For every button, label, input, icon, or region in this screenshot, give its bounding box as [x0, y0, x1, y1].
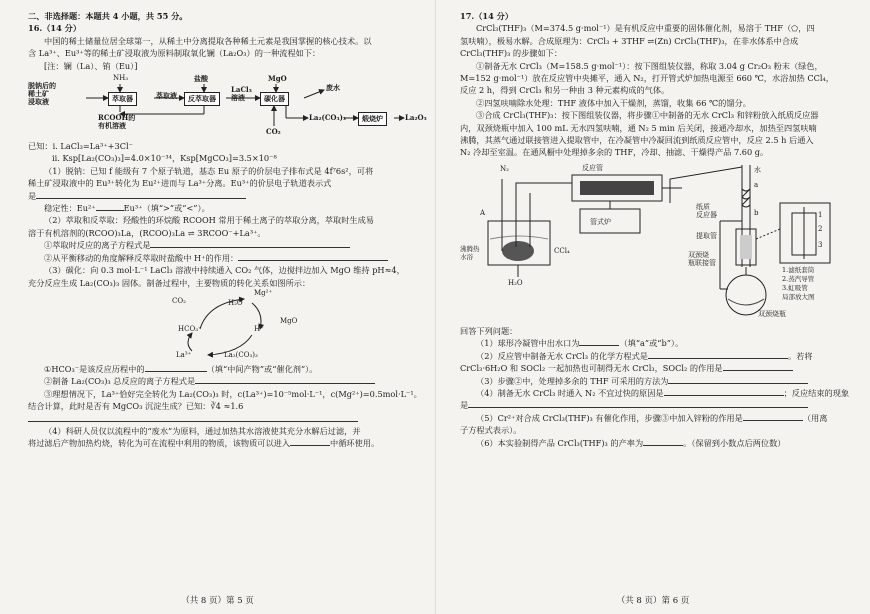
right-page	[435, 0, 870, 614]
r1: （1）球形冷凝管中出水口为 （填“a”或“b”）。	[476, 338, 684, 349]
r5-line-1: （5）Cr²⁺对合成 CrCl₃(THF)₃ 有催化作用，步骤③中加入锌粉的作用是 （用离	[476, 412, 828, 423]
step3-line-4: N₂ 冷却至室温。在通风橱中处理掉多余的 THF，冷却、抽滤、干燥得产品 7.60 g。	[460, 147, 769, 158]
answer-blank[interactable]	[648, 350, 788, 359]
p2-line-2: 溶于有机溶剂的(RCOO)₃La，(RCOO)₃La ⇌ 3RCOO⁻+La³⁺。	[28, 227, 266, 238]
answer-blank[interactable]	[150, 239, 350, 248]
flow-box-carbon: 碳化器	[260, 92, 289, 106]
p3-3: ③理想情况下，La³⁺恰好完全转化为 La₂(CO₃)₃ 时，c(La³⁺)=10⁻⁵mol·L⁻¹，c(Mg²⁺)=0.5mol·L⁻¹。	[44, 388, 422, 399]
p3-2: ②制备 La₂(CO₃)₃ 总反应的离子方程式是	[28, 375, 423, 387]
q17-intro-2: 氢呋喃），极易水解。合成原理为：CrCl₃ + 3THF ⇌(Zn) CrCl₃(THF)₃，在非水体系中合成	[460, 35, 799, 46]
fig-paper: 纸质 反应器	[696, 202, 717, 219]
answer-blank[interactable]	[643, 437, 683, 446]
answer-blank[interactable]	[579, 337, 619, 346]
fig-legend-3: 3.虹吸管	[782, 283, 808, 292]
fig-a-label: a	[754, 180, 759, 189]
q17-intro-1: CrCl₃(THF)₃（M=374.5 g·mol⁻¹）是有机反应中重要的固体催化剂，易溶于 THF（⬠，四	[476, 23, 815, 34]
step1-line-2: M=152 g·mol⁻¹）放在反应管中央摊平，通入 N₂，打开管式炉加热电源至 660 ℃，水浴加热 CCl₄，	[460, 73, 834, 84]
flow-box-back: 反萃取器	[184, 92, 220, 106]
p2-2: ②从平衡移动的角度解释反萃取时盐酸中 H⁺的作用：	[28, 252, 423, 264]
flow-mgo: MgO	[268, 74, 287, 84]
step2: ②四氢呋喃除水处理：THF 液体中加入干燥剂，蒸馏，收集 66 ℃的馏分。	[476, 97, 751, 108]
flow-product: La₂O₃	[405, 113, 427, 123]
step3-line-2: 内，双颈烧瓶中加入 100 mL 无水四氢呋喃，通 N₂ 5 min 后关闭，接通冷却水，加热至四氢呋喃	[460, 122, 817, 133]
fig-b-label: b	[754, 208, 759, 217]
r2-line-1: （2）反应管中制备无水 CrCl₃ 的化学方程式是 。若将	[476, 350, 813, 361]
fig-tube: 反应管	[582, 163, 603, 172]
answer-blank[interactable]	[743, 412, 803, 421]
flow-box-extract: 萃取器	[108, 92, 137, 106]
fig-extract: 提取管	[696, 231, 717, 240]
p2-line-1: （2）萃取和反萃取：羟酸性的环烷酸 RCOOH 常用于稀土离子的萃取分离，萃取时生成易	[44, 215, 374, 226]
p3-line-1: （3）碳化：向 0.3 mol·L⁻¹ LaCl₃ 溶液中持续通入 CO₂ 气体，边搅拌边加入 MgO 维持 pH≈4，	[44, 265, 405, 276]
cycle-diagram	[28, 289, 423, 363]
r6: （6）本实验制得产品 CrCl₃(THF)₃ 的产率为 。（保留到小数点后两位数）	[476, 437, 786, 448]
q16-note: [注：镧（La）、铕（Eu）]	[44, 60, 138, 71]
r5-line-2: 子方程式表示）。	[460, 425, 522, 436]
p3-answer	[28, 413, 423, 425]
q16-intro-2: 含 La³⁺、Eu³⁺等的稀土矿浸取液为原料制取氧化镧（La₂O₃）的一种流程如下：	[28, 48, 321, 59]
p4-line-1: （4）科研人员仅以流程中的“废水”为原料，通过加热其水溶液使其充分水解后过滤，并	[44, 425, 361, 436]
flow-co2: CO₂	[266, 127, 281, 137]
p1-stability: 稳定性：Eu²⁺ Eu³⁺（填“>”或“<”）。	[44, 203, 210, 214]
answer-blank[interactable]	[96, 202, 124, 211]
fig-a: A	[480, 208, 486, 217]
cycle-mg: Mg²⁺	[254, 288, 273, 297]
answer-blank[interactable]	[36, 190, 246, 199]
fig-num3: 3	[818, 240, 823, 249]
p1-line-1: （1）脱钠：已知 f 能级有 7 个原子轨道，基态 Eu 原子的价层电子排布式是 4f⁷6s²，可将	[44, 165, 374, 176]
step1-line-1: ①制备无水 CrCl₃（M=158.5 g·mol⁻¹）：按下图组装仪器，称取 3.04 g Cr₂O₃ 粉末（绿色，	[476, 60, 823, 71]
cycle-mgo: MgO	[280, 316, 298, 325]
p1-tail: 是	[28, 190, 423, 202]
r4-line-2: 是	[460, 399, 850, 411]
r2-line-2: CrCl₃·6H₂O 和 SOCl₂ 一起加热也可制得无水 CrCl₃，SOCl₂ 的作用是	[460, 362, 850, 374]
step3-line-1: ③合成 CrCl₃(THF)₃：按下图组装仪器，将步骤①中制备的无水 CrCl₃ 和锌粉放入纸质反应器	[476, 110, 819, 121]
p3-1: ①HCO₃⁻是该反应历程中的 （填“中间产物”或“催化剂”）。	[44, 363, 318, 374]
fig-flask: 双颈烧瓶	[758, 309, 786, 318]
fig-legend-1: 1.滤纸套筒	[782, 265, 815, 274]
p3-4: 结合计算，此时是否有 MgCO₃ 沉淀生成？已知：∛4 ≈1.6	[28, 401, 244, 412]
answer-blank[interactable]	[28, 413, 358, 422]
p1-line-2: 稀土矿浸取液中的 Eu³⁺转化为 Eu²⁺进而与 La³⁺分离。Eu³⁺的价层电子轨道表示式	[28, 178, 332, 189]
fig-connect: 双颈烧 瓶联接管	[688, 250, 716, 267]
fig-water: 水	[754, 165, 761, 174]
p3-line-2: 充分反应生成 La₂(CO₃)₃ 固体。制备过程中，主要物质的转化关系如图所示：	[28, 277, 311, 288]
page-footer-right: （共 8 页）第 6 页	[616, 596, 690, 606]
apparatus-figure	[460, 159, 850, 325]
fig-legend-2: 2.蒸汽导管	[782, 274, 815, 283]
flow-la2co3: La₂(CO₃)₃	[309, 113, 346, 123]
known-1: 已知：i. LaCl₃=La³⁺+3Cl⁻	[28, 141, 133, 152]
fig-local: 局部放大图	[782, 292, 815, 301]
q17-intro-3: CrCl₃(THF)₃ 的步骤如下：	[460, 48, 563, 59]
r4-line-1: （4）制备无水 CrCl₃ 时通入 N₂ 不宜过快的原因是 ；反应结束的现象	[476, 387, 850, 398]
fig-num1: 1	[818, 210, 823, 219]
answer-blank[interactable]	[668, 375, 808, 384]
flow-start: 脱钠后的 稀土矿 浸取液	[28, 81, 56, 107]
flow-nh3: NH₃	[113, 74, 129, 83]
page-footer-left: （共 8 页）第 5 页	[181, 596, 254, 606]
answer-blank[interactable]	[238, 252, 388, 261]
p4-line-2: 将过滤后产物加热灼烧，转化为可在流程中利用的物质，该物质可以进入 中循环使用。	[28, 438, 380, 449]
fig-num2: 2	[818, 224, 823, 233]
cycle-h2o: H₂O	[228, 298, 243, 307]
flow-hcl: 盐酸	[194, 74, 208, 84]
cycle-h: H⁺	[254, 324, 264, 333]
flow-waste: 废水	[326, 83, 340, 93]
cycle-la: La³⁺	[176, 350, 192, 359]
flowchart	[28, 74, 427, 137]
fig-h2o: H₂O	[508, 278, 523, 287]
answer-blank[interactable]	[468, 399, 808, 408]
section-title: 二、非选择题：本题共 4 小题，共 55 分。	[28, 11, 188, 21]
answer-blank[interactable]	[195, 375, 375, 384]
q16-header: 16.（14 分）	[28, 23, 82, 34]
q16-intro-1: 中国的稀土储量位居全球第一，从稀土中分离提取各种稀土元素是我国掌握的核心技术。以	[44, 35, 372, 46]
answer-blank[interactable]	[290, 437, 330, 446]
flow-rcooh: RCOOH的 有机溶液	[98, 113, 136, 131]
flow-lacl3: LaCl₃ 溶液	[231, 85, 252, 103]
flow-box-furnace: 煅烧炉	[358, 112, 387, 126]
fig-n2: N₂	[500, 164, 509, 173]
fig-ccl4: CCl₄	[554, 246, 570, 255]
q17-header: 17.（14 分）	[460, 11, 514, 21]
cycle-lac: La₂(CO₃)₃	[224, 350, 258, 359]
step1-line-3: 反应 2 h，得到 CrCl₃ 和另一种由 3 种元素构成的气体。	[460, 85, 670, 96]
fig-furnace: 管式炉	[590, 217, 611, 226]
flowchart-arrows	[28, 74, 423, 136]
known-2: ii. Ksp[La₂(CO₃)₃]=4.0×10⁻³⁴，Ksp[MgCO₃]=3.5×10⁻⁸	[52, 153, 277, 164]
r3: （3）步骤②中，处理掉多余的 THF 可采用的方法为	[460, 375, 850, 387]
fig-bath: 沸腾热水浴	[460, 244, 480, 261]
cycle-co2: CO₂	[172, 296, 186, 305]
answer-blank[interactable]	[723, 362, 793, 371]
step3-line-3: 沸腾，其蒸气通过联接管进入提取管中，在冷凝管中冷凝回流到纸质反应管中，反应 2.5 h 后通入	[460, 135, 814, 146]
cycle-hco3: HCO₃⁻	[178, 324, 202, 333]
answer-intro: 回答下列问题：	[460, 325, 518, 336]
answer-blank[interactable]	[145, 363, 207, 372]
p2-1: ①萃取时反应的离子方程式是	[28, 239, 423, 251]
flow-raffinate: 萃取液	[156, 91, 177, 101]
answer-blank[interactable]	[664, 387, 784, 396]
